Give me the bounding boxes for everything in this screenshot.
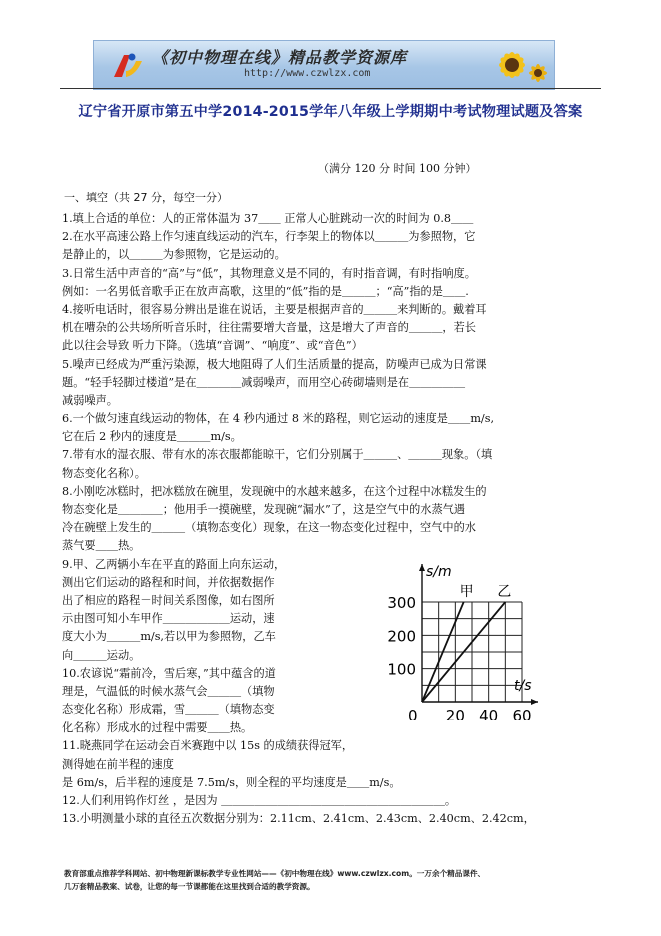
question-line: 2.在水平高速公路上作匀速直线运动的汽车，行李架上的物体以＿＿＿为参照物，它 <box>62 230 476 244</box>
y-tick-label: 100 <box>387 660 416 679</box>
question-line: 例如：一名男低音歌手正在放声高歌，这里的“低”指的是＿＿＿；“高”指的是＿＿. <box>62 284 469 298</box>
question-line: 向＿＿＿运动。 <box>62 648 141 662</box>
page-title: 辽宁省开原市第五中学2014-2015学年八年级上学期期中考试物理试题及答案 <box>78 104 583 120</box>
question-line: 出了相应的路程－时间关系图像，如右图所 <box>62 593 275 607</box>
x-axis-label: t/s <box>514 678 532 694</box>
y-axis-arrow-icon <box>419 564 425 571</box>
x-tick-label: 40 <box>479 707 499 720</box>
question-line: 测出它们运动的路程和时间，并依据数据作 <box>62 575 275 589</box>
question-line: 12.人们利用钨作灯丝 ，是因为 ＿＿＿＿＿＿＿＿＿＿＿＿＿＿＿＿＿＿＿＿。 <box>62 794 457 807</box>
question-line: 蒸气要＿＿热。 <box>62 539 141 553</box>
page-footer <box>64 867 624 893</box>
series-label-1: 甲 <box>459 584 474 600</box>
question-line: 9.甲、乙两辆小车在平直的路面上向东运动， <box>62 557 286 571</box>
question-line: 题。“轻手轻脚过楼道”是在＿＿＿＿减弱噪声，而用空心砖砌墙则是在＿＿＿＿＿ <box>62 375 466 389</box>
question-line: 是 6m/s，后半程的速度是 7.5m/s，则全程的平均速度是＿＿m/s。 <box>62 775 401 789</box>
chart-canvas <box>370 556 540 720</box>
x-axis-arrow-icon <box>531 699 538 705</box>
question-line: 5.噪声已经成为严重污染源，极大地阻碍了人们生活质量的提高，防噪声已成为日常课 <box>62 357 487 371</box>
chart-grid <box>422 602 522 702</box>
question-line: 物态变化名称）。 <box>62 466 146 480</box>
y-tick-label: 300 <box>387 594 416 612</box>
question-line: 此以往会导致 听力下降。（选填“音调”、“响度”、或“音色”） <box>62 339 363 353</box>
question-line: 13.小明测量小球的直径五次数据分别为：2.11cm、2.41cm、2.43cm、2.40cm、2.42cm， <box>62 812 535 826</box>
x-tick-label: 60 <box>512 707 532 720</box>
question-line: 它在后 2 秒内的速度是＿＿＿m/s。 <box>62 430 242 444</box>
question-line: 冷在碗壁上发生的＿＿＿（填物态变化）现象，在这一物态变化过程中，空气中的水 <box>62 521 476 535</box>
page-subtitle: （满分 120 分 时间 100 分钟） <box>318 162 477 175</box>
section-heading: 一、填空（共 27 分，每空一分） <box>64 191 228 204</box>
question-line: 理是，气温低的时候水蒸气会＿＿＿（填物 <box>62 684 275 698</box>
question-line: 8.小刚吃冰糕时，把冰糕放在碗里，发现碗中的水越来越多，在这个过程中冰糕发生的 <box>62 484 487 498</box>
footer-line: 几万套精品教案、试卷，让您的每一节课都能在这里找到合适的教学资源。 <box>64 882 315 891</box>
question-line: 测得她在前半程的速度 <box>62 757 174 771</box>
question-line: 6.一个做匀速直线运动的物体，在 4 秒内通过 8 米的路程，则它运动的速度是＿＿m/s, <box>62 412 494 426</box>
y-axis-label: s/m <box>426 564 452 580</box>
footer-line: 教育部重点推荐学科网站、初中物理新课标教学专业性网站——《初中物理在线》www.czwlzx.com。一万余个精品课件、 <box>64 869 486 878</box>
question-line: 10.农谚说“霜前冷，雪后寒，”其中蕴含的道 <box>62 666 276 680</box>
question-line: 1.填上合适的单位：人的正常体温为 37＿＿ 正常人心脏跳动一次的时间为 0.8＿＿ <box>62 212 474 225</box>
header-rule <box>60 88 601 89</box>
question-line: 度大小为＿＿＿m/s,若以甲为参照物，乙车 <box>62 630 276 644</box>
question-line: 态变化名称）形成霜，雪＿＿＿（填物态变 <box>62 703 275 717</box>
question-list <box>62 210 535 828</box>
question-line: 11.晓燕同学在运动会百米赛跑中以 15s 的成绩获得冠军， <box>62 739 354 753</box>
question-line: 是静止的，以＿＿＿为参照物，它是运动的。 <box>62 248 286 262</box>
banner-url: http://www.czwlzx.com <box>244 68 371 79</box>
question-line: 示由图可知小车甲作＿＿＿＿＿＿运动，速 <box>62 612 275 626</box>
series-label-2: 乙 <box>497 584 512 600</box>
y-tick-label: 200 <box>387 627 416 646</box>
sunflower-icon <box>488 43 548 87</box>
question-line: 减弱噪声。 <box>62 393 118 407</box>
question-line: 机在嘈杂的公共场所听音乐时，往往需要增大音量，这是增大了声音的＿＿＿，若长 <box>62 321 476 335</box>
x-tick-label: 0 <box>408 707 418 720</box>
x-tick-label: 20 <box>445 707 465 720</box>
question-line: 7.带有水的湿衣服、带有水的冻衣服都能晾干，它们分别属于＿＿＿、＿＿＿现象。（填 <box>62 448 493 462</box>
logo-icon <box>110 47 146 83</box>
header-banner <box>93 40 555 90</box>
question-line: 物态变化是＿＿＿＿；他用手一摸碗壁，发现碗“漏水”了，这是空气中的水蒸气遇 <box>62 503 466 516</box>
banner-title: 《初中物理在线》精品教学资源库 <box>152 48 408 67</box>
question-line: 3.日常生活中声音的“高”与“低”，其物理意义是不同的，有时指音调，有时指响度。 <box>62 266 476 280</box>
question-line: 4.接听电话时，很容易分辨出是谁在说话，主要是根据声音的＿＿＿来判断的。戴着耳 <box>62 302 487 316</box>
question-line: 化名称）形成水的过程中需要＿＿热。 <box>62 721 253 735</box>
distance-time-chart <box>370 556 540 720</box>
